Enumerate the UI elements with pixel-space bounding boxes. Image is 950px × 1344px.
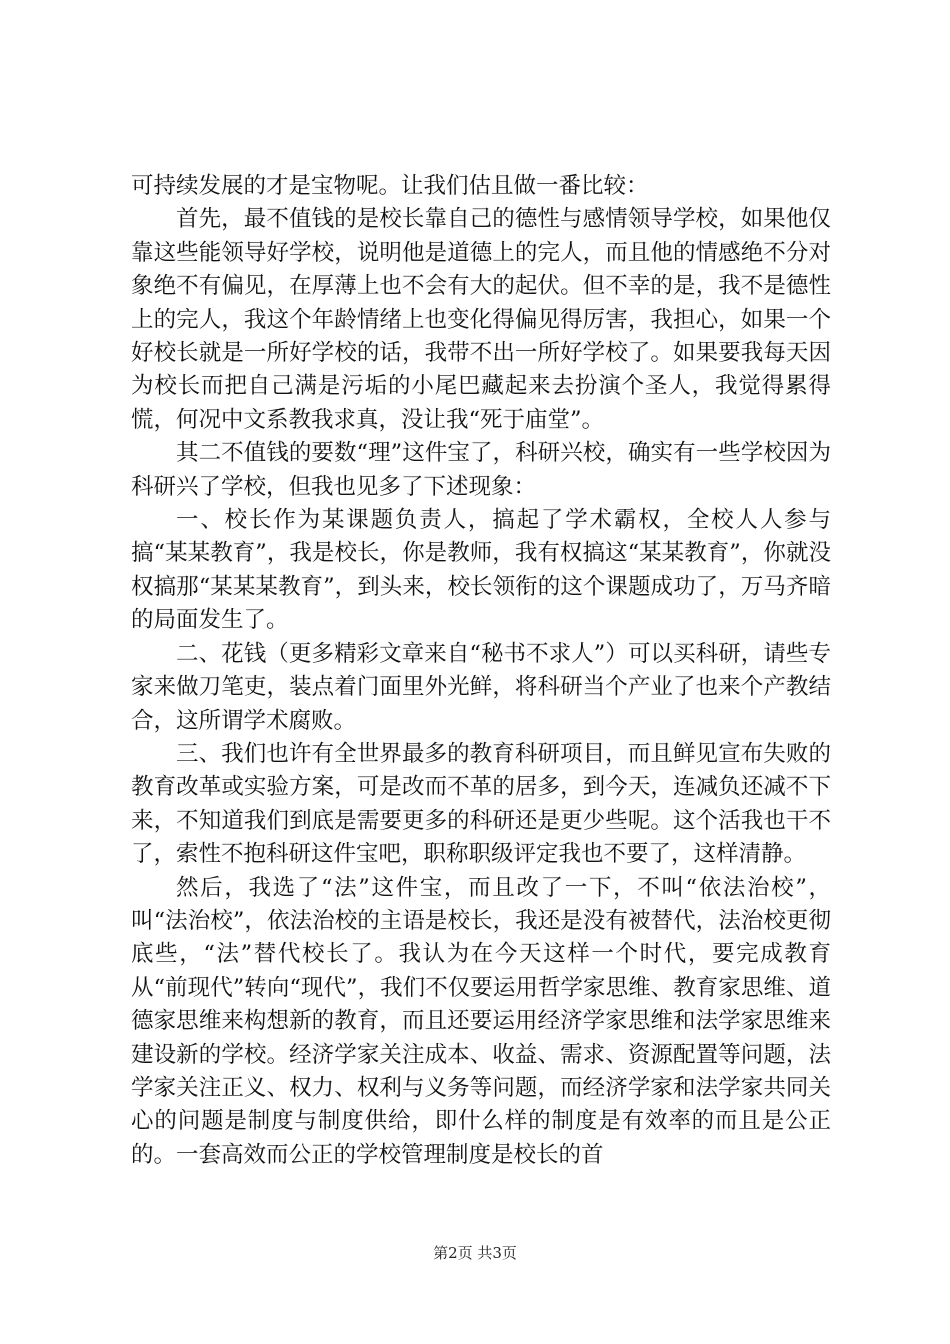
paragraph-4: 一、校长作为某课题负责人，搞起了学术霸权，全校人人参与搞“某某教育”，我是校长，你是教师，我有权搞这“某某教育”，你就没权搞那“某某某教育”，到头来，校长领衔的这个课题成功了，万马齐暗的局面发生了。	[131, 507, 831, 634]
document-body	[131, 170, 831, 1172]
paragraph-7: 然后，我选了“法”这件宝，而且改了一下，不叫“依法治校”，叫“法治校”，依法治校的主语是校长，我还是没有被替代，法治校更彻底些，“法”替代校长了。我认为在今天这样一个时代，要完成教育从“前现代”转向“现代”，我们不仅要运用哲学家思维、教育家思维、道德家思维来构想新的教育，而且还要运用经济学家思维和法学家思维来建设新的学校。经济学家关注成本、收益、需求、资源配置等问题，法学家关注正义、权力、权利与义务等问题，而经济学家和法学家共同关心的问题是制度与制度供给，即什么样的制度是有效率的而且是公正的。一套高效而公正的学校管理制度是校长的首	[131, 874, 831, 1168]
paragraph-3: 其二不值钱的要数“理”这件宝了，科研兴校，确实有一些学校因为科研兴了学校，但我也见多了下述现象：	[131, 440, 831, 500]
paragraph-2: 首先，最不值钱的是校长靠自己的德性与感情领导学校，如果他仅靠这些能领导好学校，说明他是道德上的完人，而且他的情感绝不分对象绝不有偏见，在厚薄上也不会有大的起伏。但不幸的是，我不是德性上的完人，我这个年龄情绪上也变化得偏见得厉害，我担心，如果一个好校长就是一所好学校的话，我带不出一所好学校了。如果要我每天因为校长而把自己满是污垢的小尾巴藏起来去扮演个圣人，我觉得累得慌，何况中文系教我求真，没让我“死于庙堂”。	[131, 206, 831, 433]
page-footer: 第2页 共3页	[433, 1244, 517, 1262]
paragraph-5: 二、花钱（更多精彩文章来自“秘书不求人”）可以买科研，请些专家来做刀笔吏，装点着门面里外光鲜，将科研当个产业了也来个产教结合，这所谓学术腐败。	[131, 640, 831, 734]
paragraph-6: 三、我们也许有全世界最多的教育科研项目，而且鲜见宣布失败的教育改革或实验方案，可是改而不革的居多，到今天，连减负还减不下来，不知道我们到底是需要更多的科研还是更少些呢。这个活我也干不了，索性不抱科研这件宝吧，职称职级评定我也不要了，这样清静。	[131, 740, 831, 868]
paragraph-1: 可持续发展的才是宝物呢。让我们估且做一番比较：	[131, 173, 649, 199]
